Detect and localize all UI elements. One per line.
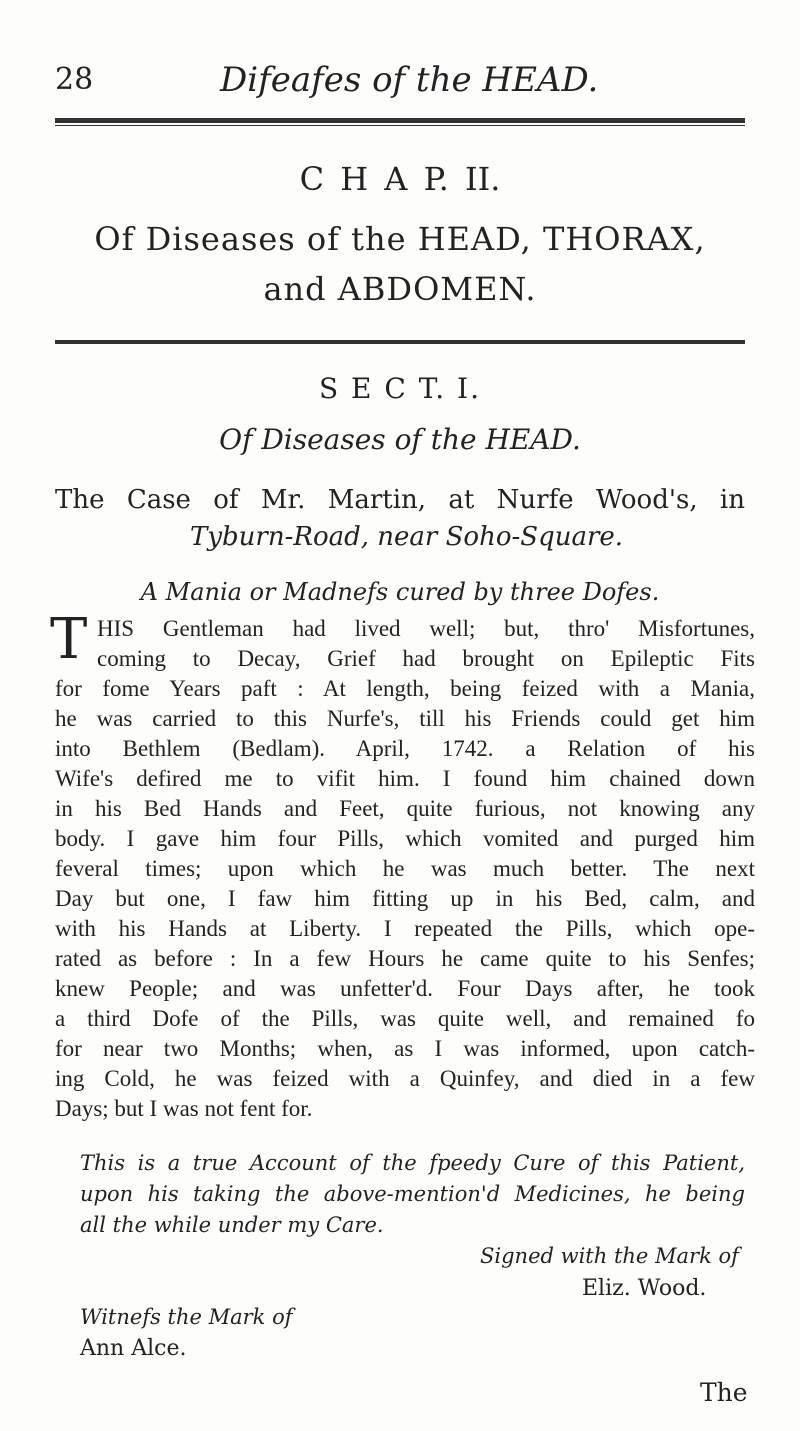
attestation-line: upon his taking the above-mention'd Medicines, he being — [80, 1182, 745, 1206]
attestation-line: all the while under my Care. — [80, 1213, 384, 1237]
drop-cap: T — [50, 607, 88, 672]
witness-mark: Witnefs the Mark of — [80, 1305, 293, 1329]
narrative-line: feveral times; upon which he was much better. The next — [55, 856, 755, 881]
narrative-line: Day but one, I faw him fitting up in his Bed, calm, and — [55, 886, 755, 911]
attestation-line: This is a true Account of the fpeedy Cure of this Patient, — [80, 1151, 745, 1175]
chapter-rule — [55, 340, 745, 344]
narrative-line: HIS Gentleman had lived well; but, thro' Misfortunes, — [97, 616, 755, 641]
narrative-line: Wife's defired me to vifit him. I found him chained down — [55, 766, 755, 791]
attestation — [80, 1148, 745, 1241]
narrative-line: with his Hands at Liberty. I repeated the Pills, which ope- — [55, 916, 755, 941]
narrative-line: in his Bed Hands and Feet, quite furious, not knowing any — [55, 796, 755, 821]
narrative-line: he was carried to this Nurfe's, till his Friends could get him — [55, 706, 755, 731]
narrative-line: body. I gave him four Pills, which vomited and purged him — [55, 826, 755, 851]
narrative-line: for fome Years paft : At length, being feized with a Mania, — [55, 676, 755, 701]
page-number: 28 — [55, 62, 94, 97]
narrative-line: into Bethlem (Bedlam). April, 1742. a Relation of his — [55, 736, 755, 761]
header-rule-thick — [55, 118, 745, 123]
section-heading: S E C T. I. — [318, 372, 482, 405]
catchword: The — [700, 1378, 748, 1407]
narrative-line: for near two Months; when, as I was informed, upon catch- — [55, 1036, 755, 1061]
header-rule-thin — [55, 125, 745, 126]
signer-name: Eliz. Wood. — [582, 1276, 707, 1301]
signed-mark: Signed with the Mark of — [480, 1244, 739, 1268]
case-title-line-1: The Case of Mr. Martin, at Nurfe Wood's, in — [55, 485, 745, 515]
chapter-heading: C H A P. II. — [299, 160, 501, 198]
case-narrative — [55, 614, 755, 1124]
case-subtitle: A Mania or Madnefs cured by three Dofes. — [140, 578, 660, 606]
running-title: Difeafes of the HEAD. — [220, 60, 599, 100]
narrative-line: Days; but I was not fent for. — [55, 1096, 313, 1121]
narrative-line: knew People; and was unfetter'd. Four Days after, he took — [55, 976, 755, 1001]
case-title-line-2: Tyburn-Road, near Soho-Square. — [190, 522, 624, 552]
narrative-line: coming to Decay, Grief had brought on Epileptic Fits — [97, 646, 755, 671]
narrative-line: ing Cold, he was feized with a Quinfey, and died in a few — [55, 1066, 755, 1091]
narrative-line: rated as before : In a few Hours he came quite to his Senfes; — [55, 946, 755, 971]
chapter-title-line-1: Of Diseases of the HEAD, THORAX, — [94, 220, 706, 258]
witness-name: Ann Alce. — [80, 1336, 187, 1361]
section-title: Of Diseases of the HEAD. — [219, 423, 581, 456]
narrative-line: a third Dofe of the Pills, was quite well, and remained fo — [55, 1006, 755, 1031]
chapter-title-line-2: and ABDOMEN. — [263, 270, 537, 308]
